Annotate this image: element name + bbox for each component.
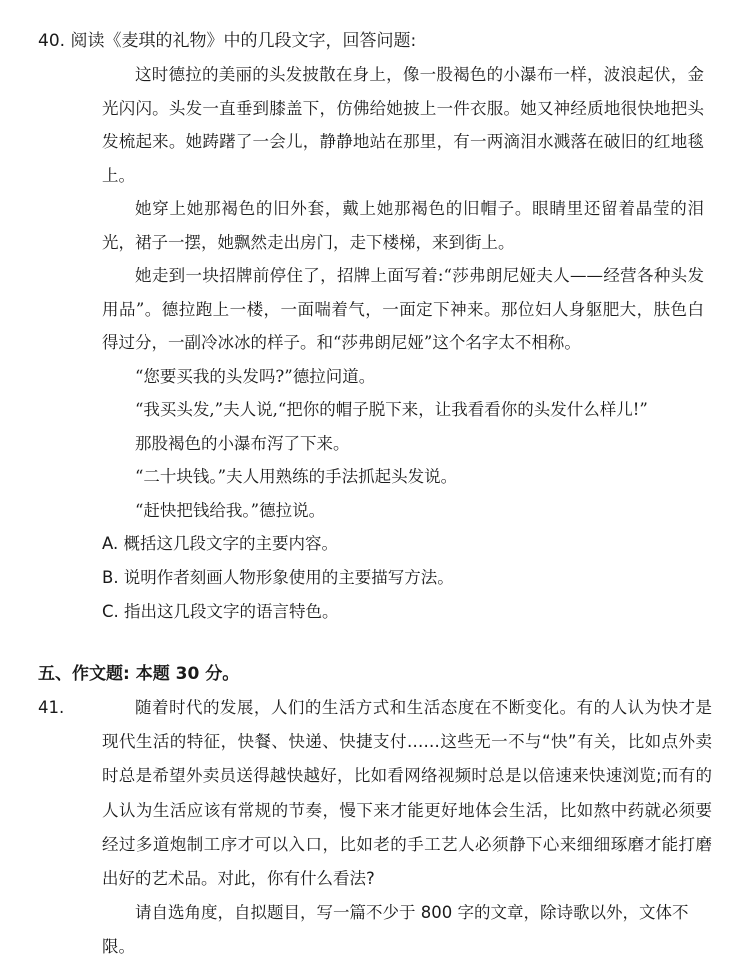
passage-paragraph: 那股褐色的小瀑布泻了下来。 xyxy=(135,433,350,453)
section-5-heading: 五、作文题: 本题 30 分。 xyxy=(38,664,240,684)
question-41-prompt xyxy=(38,691,712,896)
question-40-tasks xyxy=(38,527,712,629)
passage-paragraph: “赶快把钱给我。”德拉说。 xyxy=(135,500,326,520)
question-41-number: 41. xyxy=(38,698,65,717)
question-40-title: 40. 阅读《麦琪的礼物》中的几段文字，回答问题: xyxy=(38,31,417,51)
passage-paragraph: 这时德拉的美丽的头发披散在身上，像一股褐色的小瀑布一样，波浪起伏，金光闪闪。头发一直垂到膝盖下，仿佛给她披上一件衣服。她又神经质地很快地把头发梳起来。她踌躇了一会儿，静静地站在那里，有一两滴泪水溅落在破旧的红地毯上。 xyxy=(102,65,704,185)
essay-requirement: 请自选角度，自拟题目，写一篇不少于 800 字的文章，除诗歌以外，文体不限。 xyxy=(102,903,689,957)
task-c: C. 指出这几段文字的语言特色。 xyxy=(102,602,339,621)
reading-passage xyxy=(38,58,712,527)
passage-paragraph: “我买头发,”夫人说,“把你的帽子脱下来，让我看看你的头发什么样儿!” xyxy=(135,400,648,419)
question-41 xyxy=(38,691,712,965)
passage-paragraph: “您要买我的头发吗?”德拉问道。 xyxy=(135,366,376,386)
task-a: A. 概括这几段文字的主要内容。 xyxy=(102,534,338,553)
essay-prompt-text: 随着时代的发展，人们的生活方式和生活态度在不断变化。有的人认为快才是现代生活的特征，快餐、快递、快捷支付……这些无一不与“快”有关，比如点外卖时总是希望外卖员送得越快越好，比如看网络视频时总是以倍速来快速浏览;而有的人认为生活应该有常规的节奏，慢下来才能更好地体会生活，比如熬中药就必须要经过多道炮制工序才可以入口，比如老的手工艺人必须静下心来细细琢磨才能打磨出好的艺术品。对此，你有什么看法? xyxy=(102,698,712,889)
passage-paragraph: “二十块钱。”夫人用熟练的手法抓起头发说。 xyxy=(135,467,458,486)
passage-paragraph: 她走到一块招牌前停住了，招牌上面写着:“莎弗朗尼娅夫人——经营各种头发用品”。德拉跑上一楼，一面喘着气，一面定下神来。那位妇人身躯肥大，肤色白得过分，一副冷冰冰的样子。和“莎弗朗尼娅”这个名字太不相称。 xyxy=(102,266,704,352)
task-b: B. 说明作者刻画人物形象使用的主要描写方法。 xyxy=(102,568,454,587)
passage-paragraph: 她穿上她那褐色的旧外套，戴上她那褐色的旧帽子。眼睛里还留着晶莹的泪光，裙子一摆，她飘然走出房门，走下楼梯，来到街上。 xyxy=(102,199,704,252)
